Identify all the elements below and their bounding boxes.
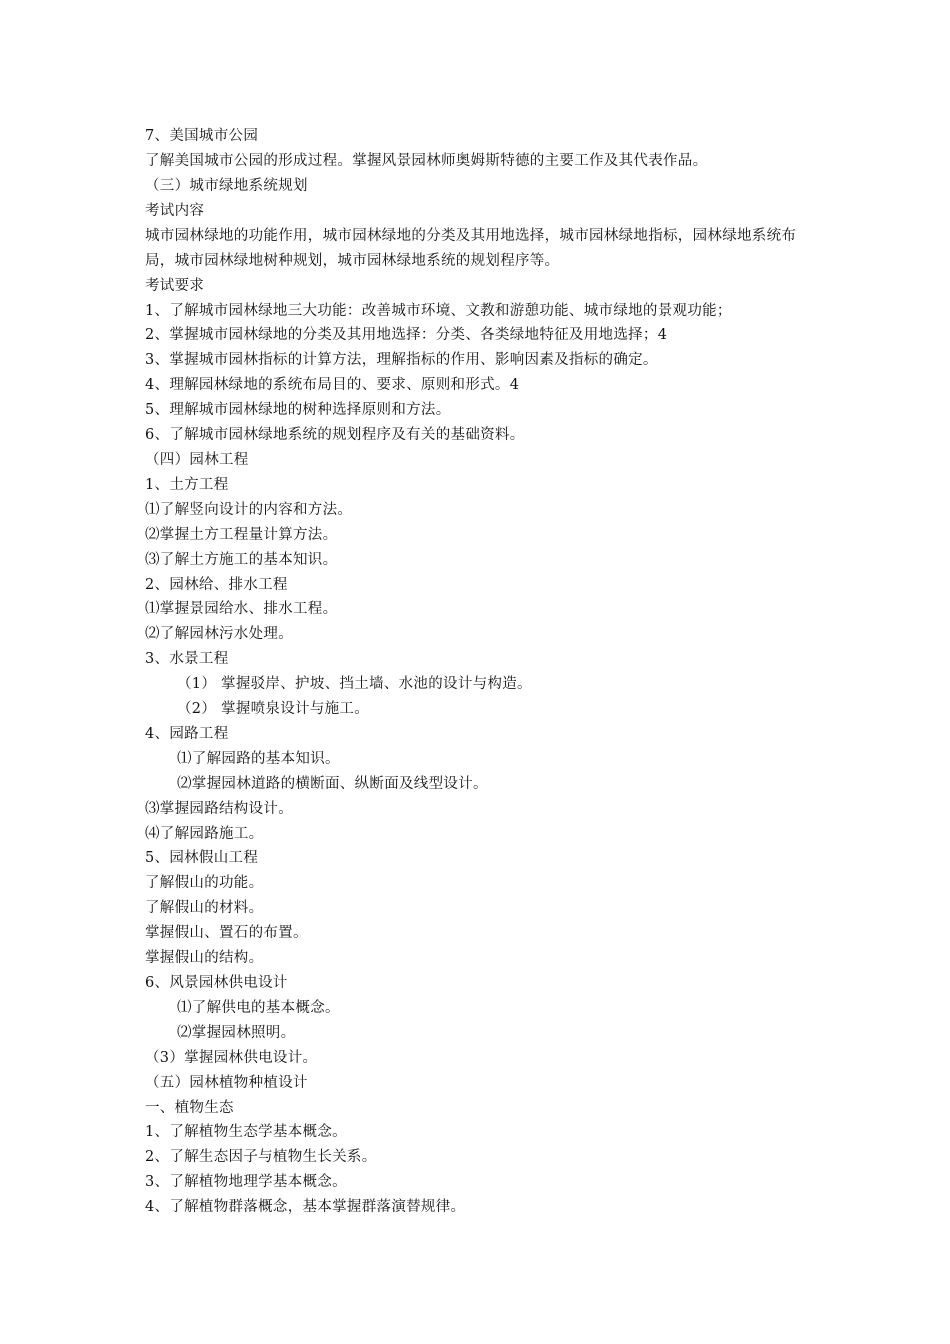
list-item: 4、了解植物群落概念，基本掌握群落演替规律。 [145, 1199, 466, 1216]
list-item-heading: 4、园路工程 [145, 725, 229, 742]
list-item: 了解假山的功能。 [145, 875, 264, 892]
list-item: 6、了解城市园林绿地系统的规划程序及有关的基础资料。 [145, 427, 525, 444]
list-item: （2） 掌握喷泉设计与施工。 [177, 701, 370, 718]
list-item: 2、掌握城市园林绿地的分类及其用地选择：分类、各类绿地特征及用地选择；4 [145, 327, 668, 344]
list-item: 掌握假山的结构。 [145, 950, 264, 967]
list-item: ⑷了解园路施工。 [145, 825, 264, 842]
list-item: （3）掌握园林供电设计。 [145, 1049, 318, 1066]
list-item: 1、了解城市园林绿地三大功能：改善城市环境、文教和游憩功能、城市绿地的景观功能； [145, 302, 732, 319]
list-item: ⑵掌握土方工程量计算方法。 [145, 526, 338, 543]
list-item: 4、理解园林绿地的系统布局目的、要求、原则和形式。4 [145, 377, 520, 394]
list-item: 3、了解植物地理学基本概念。 [145, 1174, 347, 1191]
section-heading: （三）城市绿地系统规划 [145, 177, 308, 194]
list-item-heading: 7、美国城市公园 [145, 128, 259, 144]
list-item: ⑴了解园路的基本知识。 [177, 750, 340, 767]
list-item-heading: 2、园林给、排水工程 [145, 576, 288, 593]
subsection-label: 考试要求 [145, 277, 205, 294]
list-item: 掌握假山、置石的布置。 [145, 925, 308, 942]
list-item: 了解假山的材料。 [145, 900, 264, 917]
list-item-heading: 6、风景园林供电设计 [145, 975, 288, 991]
list-item: ⑴了解供电的基本概念。 [177, 999, 340, 1016]
subsection-label: 考试内容 [145, 202, 205, 219]
paragraph: 城市园林绿地的功能作用，城市园林绿地的分类及其用地选择，城市园林绿地指标，园林绿地系统布局，城市园林绿地树种规划，城市园林绿地系统的规划程序等。 [145, 227, 797, 269]
section-heading: （四）园林工程 [145, 451, 249, 468]
section-heading: （五）园林植物种植设计 [145, 1074, 308, 1091]
list-item: ⑵掌握园林照明。 [177, 1024, 296, 1041]
list-item: ⑵了解园林污水处理。 [145, 626, 293, 643]
list-item-heading: 5、园林假山工程 [145, 850, 259, 867]
list-item-heading: 一、植物生态 [145, 1099, 234, 1116]
list-item: ⑴掌握景园给水、排水工程。 [145, 601, 338, 618]
paragraph: 了解美国城市公园的形成过程。掌握风景园林师奥姆斯特德的主要工作及其代表作品。 [145, 152, 708, 169]
list-item: 2、了解生态因子与植物生长关系。 [145, 1149, 377, 1166]
list-item: ⑶掌握园路结构设计。 [145, 800, 293, 817]
list-item: ⑶了解土方施工的基本知识。 [145, 551, 338, 568]
list-item: 3、掌握城市园林指标的计算方法，理解指标的作用、影响因素及指标的确定。 [145, 352, 658, 369]
list-item: 5、理解城市园林绿地的树种选择原则和方法。 [145, 402, 451, 419]
list-item: 1、了解植物生态学基本概念。 [145, 1124, 347, 1141]
list-item: （1） 掌握驳岸、护坡、挡土墙、水池的设计与构造。 [177, 676, 532, 693]
list-item: ⑴了解竖向设计的内容和方法。 [145, 501, 353, 518]
document-body [145, 124, 815, 1220]
list-item-heading: 1、土方工程 [145, 476, 229, 493]
list-item-heading: 3、水景工程 [145, 651, 229, 668]
list-item: ⑵掌握园林道路的横断面、纵断面及线型设计。 [177, 775, 488, 792]
